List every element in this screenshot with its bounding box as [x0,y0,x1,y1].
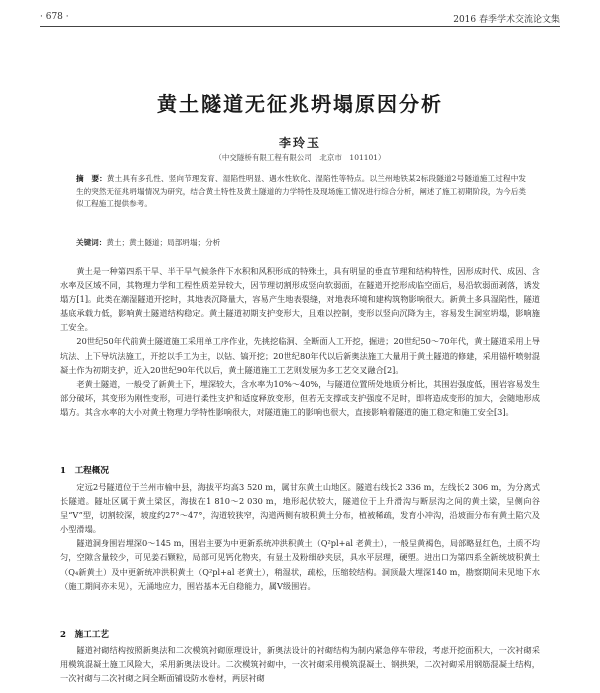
section-1-body [60,480,540,593]
author-affiliation: （中交隧桥有限工程有限公司 北京市 101101） [214,153,386,162]
keywords-label: 关键词： [76,238,107,247]
intro-paragraph: 老黄土隧道，一般受了新黄土下，埋深较大，含水率为10%～40%，与隧道位置所处地质分析比，其围岩强度低，围岩容易发生部分破坏，其变形为刚性变形，可进行柔性支护和适度释放变形，但若无支撑或支护强度不足时，即将造成变形的加大，会随地形成塌方。其含水率的大小对黄土物理力学特性影响很大，对隧道施工的影响也很大，直接影响着隧道的施工稳定和施工安全[3]。 [60,378,540,417]
header-rule [40,26,560,27]
journal-name: 2016 春季学术交流论文集 [453,15,560,25]
section-2-paragraph: 隧道衬砌结构按照新奥法和二次模筑衬砌原理设计，新奥法设计的衬砌结构为制内紧急停车带段，考虑开挖面积大，一次衬砌采用模筑混凝土施工风险大，采用新奥法设计。二次模筑衬砌中，一次衬砌采用模筑混凝土、钢拱架，二次衬砌采用钢筋混凝土结构，一次衬砌与二次衬砌之间全断面铺设防水卷材，两层衬砌 [60,645,540,684]
keywords-text: 黄土；黄土隧道；局部坍塌；分析 [106,238,221,247]
running-header [40,10,560,26]
page-number: · 678 · [40,12,69,22]
intro-paragraph: 黄土是一种第四系干旱、半干旱气候条件下水积和风积形成的特殊土，具有明显的垂直节理和结构特性，因形成时代、成因、含水率及区域不同，其物理力学和工程性质差异较大，因节理切割形成竖向软弱面，在隧道开挖形成临空面后，易沿软弱面剥落，诱发塌方[1]。此类在潮湿隧道开挖时，其地表沉降量大，容易产生地表裂缝，对地表环境和建构筑物影响很大。新黄土多具湿陷性，隧道基底承载力低，影响黄土隧道结构稳定。黄土隧道初期支护变形大，且难以控制，变形以竖向沉降为主，容易发生洞室坍塌，影响施工安全。 [60,266,540,333]
section-1-paragraph: 隧道洞身围岩埋深0～145 m，围岩主要为中更新系统冲洪积黄土（Q²pl+al 老黄土），一般呈黄褐色，局部略显红色，土质不均匀，空隙含量较少，可见姜石颗粒，局部可见钙化物夹，有显土及粉细砂夹层，具水平层理，硬塑。进出口为第四系全新统坡积黄土（Q₄新黄土）及中更新统冲洪积黄土（Q²pl+al 老黄土），稍湿状，疏松，压缩较结构。洞顶最大埋深140 m，勘察期间未见地下水（施工期间亦未见），无涌地应力，围岩基本无自稳能力，属V级围岩。 [60,538,540,591]
abstract-label: 摘 要： [76,174,107,183]
keywords [76,237,526,248]
intro-paragraph: 20世纪50年代前黄土隧道施工采用单工序作业，先挑挖临洞、全断面人工开挖，掘进；20世纪50～70年代，黄土隧道采用上导坑法、上下导坑法施工，开挖以手工为主，以钻、镐开挖；20世纪80年代以后新奥法施工大量用于黄土隧道的修建，采用锚杆喷射混凝土作为初期支护，近入20世纪90年代以后，黄土隧道施工工艺则发展为多工艺交叉融合[2]。 [60,336,540,375]
abstract [76,173,526,211]
section-2-body [60,643,540,685]
paper-title: 黄土隧道无征兆坍塌原因分析 [157,92,443,116]
section-2-heading: 2 施工工艺 [60,630,109,640]
author-name: 李玲玉 [278,136,321,150]
abstract-text: 黄土具有多孔性、竖向节理发育、湿陷性明显、遇水性软化、湿陷性等特点。以兰州地铁某2标段隧道2号隧道施工过程中发生的突然无征兆坍塌情况为研究，结合黄土特性及黄土隧道的力学特性及现场施工情况进行综合分析，阐述了施工初期阶段，为今后类似工程施工提供参考。 [76,174,527,208]
section-1-heading: 1 工程概况 [60,466,109,476]
introduction [60,264,540,419]
section-1-paragraph: 定远2号隧道位于兰州市榆中县，海拔平均高3 520 m，属甘东黄土山地区。隧道右线长2 336 m，左线长2 306 m，为分离式长隧道。隧址区属于黄土梁区，海拔在1 810～2 030 m，地形起伏较大，隧道位于上升滑沟与断层沟之间的黄土梁，呈侧向谷呈“V”型，切割较深，坡度约27°～47°，沟道较狭窄，沟道两侧有坡积黄土分布，植被稀疏，发育小冲沟，沿坡面分布有黄土陷穴及小型滑塌。 [60,482,540,535]
